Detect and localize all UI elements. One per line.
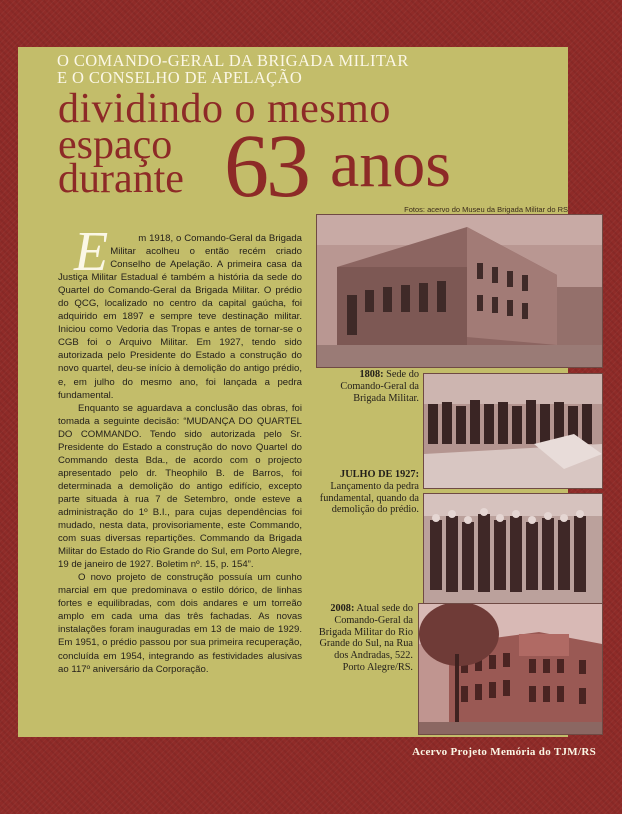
title-line-1: dividindo o mesmo [58, 86, 391, 132]
title-word: anos [330, 128, 451, 201]
caption-2008: 2008: Atual sede do Comando-Geral da Brigada Militar do Rio Grande do Sul, na Rua dos Andradas, 522. Porto Alegre/RS. [318, 603, 413, 673]
kicker-line-1: O COMANDO-GERAL DA BRIGADA MILITAR [57, 51, 409, 70]
caption-1808: 1808: Sede do Comando-Geral da Brigada Militar. [340, 369, 419, 404]
photo-1808-building [316, 214, 603, 368]
article-body [58, 221, 302, 676]
footer-credit: Acervo Projeto Memória do TJM/RS [412, 746, 596, 758]
article-paragraph: Enquanto se aguardava a conclusão das obras, foi tomada a seguinte decisão: “MUDANÇA DO QUARTEL DO COMMANDO. Tendo sido autorizada pelo Sr. Presidente do Estado a construção do novo Quartel do Commando desta Bda., de acordo com o projecto apresentado pelo dr. Theophilo B. de Barros, foi determinada a demolição do antigo edifício, excepto parte situada à rua 7 de Setembro, onde esteve a administração do 1º B.I., para cujas dependências foi mudado, nesta data, provisoriamente, este Commando, com suas diversas repartições. Commando da Brigada Militar do Estado do Rio Grande do Sul, em Porto Alegre, 19 de janeiro de 1927. Boletim nº. 15, p. 154”. [58, 402, 302, 571]
title-number: 63 [224, 117, 308, 216]
article-paragraph: E m 1918, o Comando-Geral da Brigada Militar acolheu o então recém criado Conselho de Apelação. A primeira casa da Justiça Militar Estadual é também a história da sede do Quartel do Comando-Geral da Brigada Militar. O prédio do QCG, localizado no centro da capital gaúcha, foi adquirido em 1897 e sempre teve destinação militar. Iniciou como Vedoria das Tropas e antes de tornar-se o CGB foi o Arquivo Militar. Em 1927, tendo sido autorizada pelo Presidente do Estado a construção do novo quartel, deu-se início à demolição do antigo prédio, e, em julho do mesmo ano, foi lançada a pedra fundamental. [58, 232, 302, 402]
title-line-3: durante [58, 156, 184, 202]
caption-1927: JULHO DE 1927: Lançamento da pedra fundamental, quando da demolição do prédio. [319, 469, 419, 516]
title-line-2: espaço [58, 122, 173, 168]
photo-credit: Fotos: acervo do Museu da Brigada Militar do RS [404, 205, 568, 214]
kicker-line-2: E O CONSELHO DE APELAÇÃO [57, 68, 303, 87]
header-kicker [57, 52, 577, 86]
photo-1927-group [423, 493, 603, 607]
photo-2008-building [418, 603, 603, 735]
drop-cap: E [74, 221, 109, 283]
photo-1927-crowd [423, 373, 603, 489]
article-paragraph: O novo projeto de construção possuía um cunho marcial em que predominava o estilo dórico, de linhas fortes e equilibradas, com dois andares e um torreão amplo em cada uma das três fachadas. As novas instalações foram inauguradas em 13 de maio de 1929. Em 1951, o prédio passou por sua primeira recuperação, concluída em 1954, integrando as festividades alusivas ao 117º aniversário da Corporação. [58, 572, 302, 675]
